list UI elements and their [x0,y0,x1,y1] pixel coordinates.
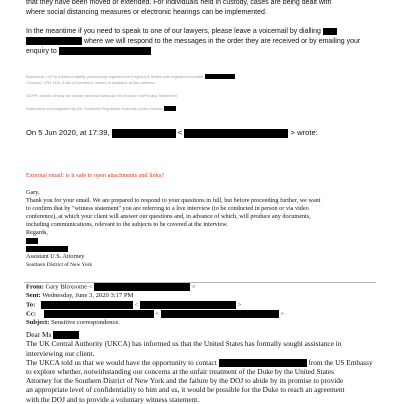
redaction [44,310,154,318]
redaction [26,37,82,45]
redaction [94,283,190,291]
redaction [164,106,176,111]
notice-line: where we will respond to the messages in the order they are received or by emailing your [26,37,360,47]
letter-body: Dear Ms The UK Central Authority (UKCA) has informed us that the United States has formally sought assistance in interviewing our client. The UKCA told us that we would have the opportunity to contact from the US Embassy to explore whether, notwithstanding our concerns at the unfair treatment of the Duke by the United States Attorney for the Southern District of New York and the failure by the DOJ to abide by its promise to provide an appropriate level of confidentiality to him and us, it would be possible for the Duke to reach an agreement with the DOJ and to provide a voluntary witness statement. [26,330,373,404]
email-header: From: Gary Bloxsome < > Sent: Wednesday, June 3, 2020 3:17 PM To: < > Cc: < > Subject: Sensitive correspondence. [26,283,284,326]
external-warning[interactable]: External email: is it safe to open attachments and links? [26,172,164,179]
legal-footer: Blackfords LLP is a limited liability partnership registered in England & Wales with registered number Croydon, CR0 1EA. A list of members' names is available at this address. GDPR: details of how we handle personal data can be found in ourPrivacy Statement Authorised and regulated by the Solicitors Regulation Authority under number [26,74,235,112]
reply-body: External email: is it safe to open attachments and links? Gary, Thank you for your email. We are prepared to respond to your questions in full, but before proceeding further, we want to confirm that by "witness statement" you are referring to a live interview (to be conducted in person or via video conference), at which your client will answer our questions and, in advance of which, will produce any documents, including communications, relevant to the subjects to be covered at the interview. Regards, Assistant U.S. Attorney Southern District of New York [26,172,321,268]
reply-attribution: On 5 Jun 2020, at 17:39, < > wrote: [26,128,318,137]
redaction [184,129,288,138]
notice-line: In the meantime if you need to speak to one of our lawyers, please leave a voicemail by dialling [26,27,360,37]
redaction [26,246,68,252]
redaction [112,129,176,138]
notice-line: enquiry to [26,47,360,57]
redaction [205,74,235,79]
redaction [59,47,151,55]
redaction [161,310,279,318]
redaction [140,301,236,309]
redaction [323,28,337,35]
redaction [26,238,38,244]
notice-block [26,0,360,57]
redaction [41,301,133,309]
notice-line: that they have been moved or extended. For individuals held in custody, cases are being dealt with [26,0,332,6]
redaction [53,331,79,339]
redaction [219,359,307,367]
notice-line: where social distancing measures or electronic hearings can be implemented. [26,9,267,16]
